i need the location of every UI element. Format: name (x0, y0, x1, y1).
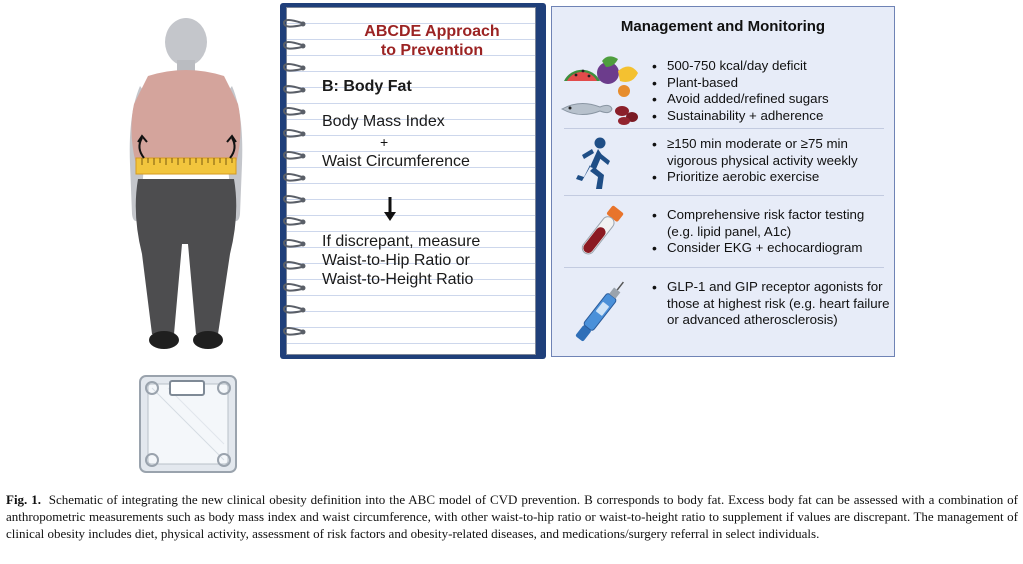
panel-divider (564, 267, 884, 268)
activity-bullet: • ≥150 min moderate or ≥75 min vigorous physical activity weekly (650, 136, 890, 169)
blood-tube-icon (558, 203, 642, 263)
testing-bullet: • Consider EKG + echocardiogram (650, 240, 890, 257)
diet-bullets (650, 58, 890, 124)
notebook-heading: B: Body Fat (322, 78, 412, 95)
panel-divider (564, 195, 884, 196)
injection-pen-icon (558, 279, 642, 345)
notebook-discrepant-line2: Waist-to-Hip Ratio or (322, 252, 470, 269)
testing-bullets (650, 207, 890, 257)
diet-bullet: • Sustainability + adherence (650, 108, 890, 125)
diet-bullet: • Plant-based (650, 75, 890, 92)
panel-divider (564, 128, 884, 129)
notebook-measure-waist: Waist Circumference (322, 153, 470, 170)
person-with-obesity-icon (118, 14, 258, 359)
activity-bullet: • Prioritize aerobic exercise (650, 169, 890, 186)
notebook-measure-bmi: Body Mass Index (322, 113, 445, 130)
bathroom-scale-icon (138, 374, 238, 474)
person-shirt (131, 70, 240, 164)
notebook-plus: + (380, 134, 389, 150)
running-person-icon (558, 137, 642, 191)
diet-bullet: • Avoid added/refined sugars (650, 91, 890, 108)
abcde-notebook (272, 3, 546, 361)
caption-text: Schematic of integrating the new clinical obesity definition into the ABC model of CVD prevention. B corresponds to body fat. Excess body fat can be assessed with a combination of anthropometric measurements such as body mass index and waist circumference, with other waist-to-hip ratio or waist-to-height ratio to supplement if values are discrepant. The management of clinical obesity includes diet, physical activity, assessment of risk factors and obesity-related diseases, and medications/surgery referral in select individuals. (6, 492, 1019, 542)
notebook-title-line2: to Prevention (380, 42, 484, 59)
panel-title: Management and Monitoring (620, 18, 826, 35)
notebook-title-line1: ABCDE Approach (364, 23, 500, 40)
activity-bullets (650, 136, 890, 186)
person-pants (136, 179, 237, 334)
person-head (165, 18, 207, 66)
healthy-food-icon (558, 51, 642, 129)
testing-bullet: • Comprehensive risk factor testing (e.g. lipid panel, A1c) (650, 207, 890, 240)
caption-label: Fig. 1. (6, 492, 41, 507)
medication-bullets (650, 279, 890, 329)
notebook-discrepant-line3: Waist-to-Height Ratio (322, 271, 474, 288)
down-arrow-icon (380, 197, 400, 223)
notebook-spiral-icon (272, 3, 312, 361)
medication-bullet: • GLP-1 and GIP receptor agonists for those at highest risk (e.g. heart failure or advanced atherosclerosis) (650, 279, 890, 329)
figure-caption (6, 491, 1018, 543)
management-panel (551, 6, 895, 357)
diet-bullet: • 500-750 kcal/day deficit (650, 58, 890, 75)
notebook-discrepant-line1: If discrepant, measure (322, 233, 481, 250)
